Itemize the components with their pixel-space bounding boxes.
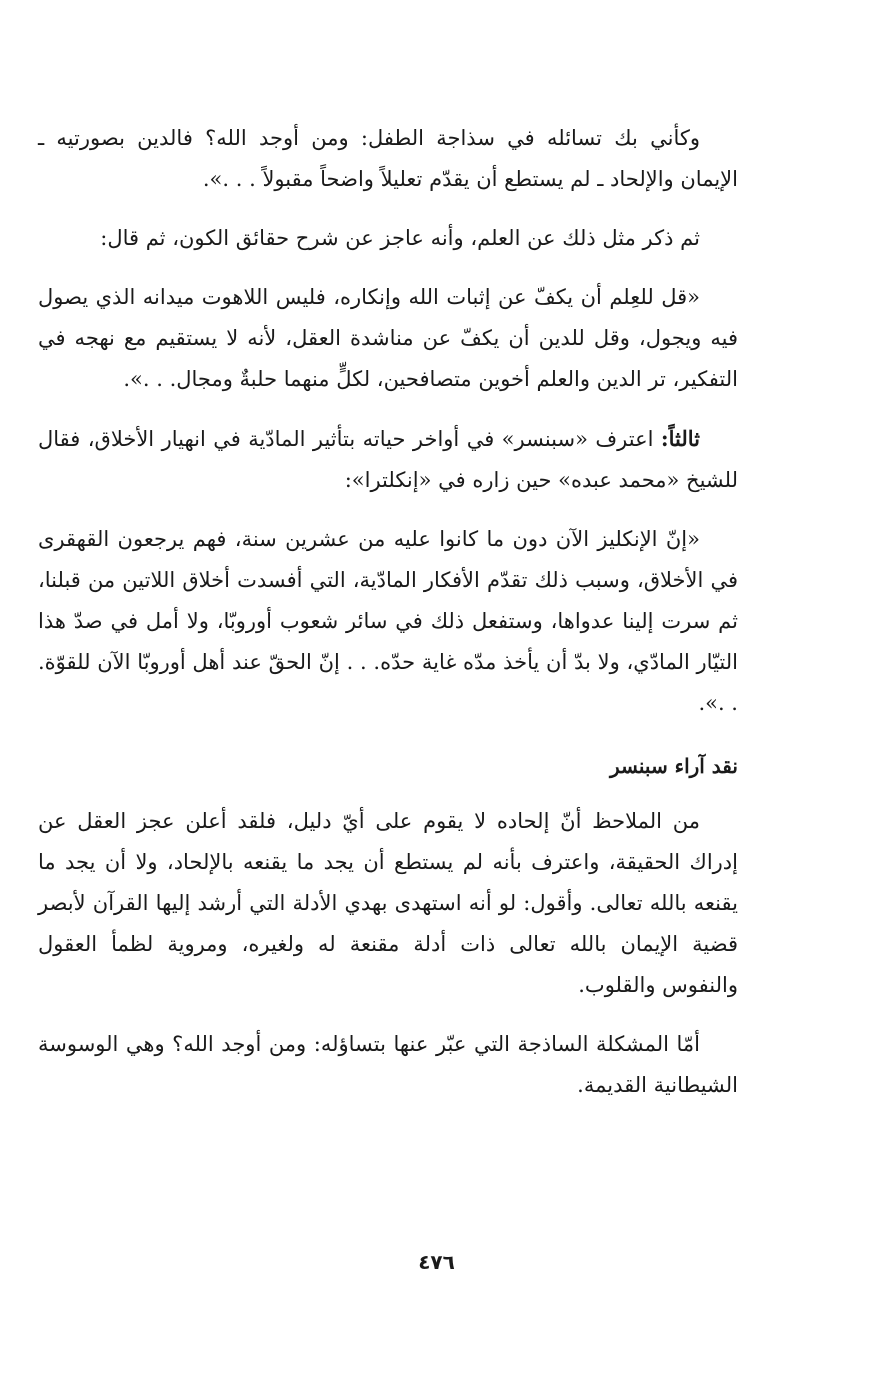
paragraph-5: أمّا المشكلة الساذجة التي عبّر عنها بتساؤله: ومن أوجد الله؟ وهي الوسوسة الشيطانية القديمة. <box>38 1032 738 1097</box>
paragraph-1: وكأني بك تسائله في سذاجة الطفل: ومن أوجد الله؟ فالدين بصورتيه ـ الإيمان والإلحاد ـ لم يستطع أن يقدّم تعليلاً واضحاً مقبولاً . . .». <box>38 126 738 191</box>
quote-2: «إنّ الإنكليز الآن دون ما كانوا عليه من عشرين سنة، فهم يرجعون القهقرى في الأخلاق، وسبب ذلك تقدّم الأفكار المادّية، التي أفسدت أخلاق اللاتين من قبلنا، ثم سرت إلينا عدواها، وستفعل ذلك في سائر شعوب أوروبّا، ولا أمل في صدّ هذا التيّار المادّي، ولا بدّ أن يأخذ مدّه غاية حدّه. . . إنّ الحقّ عند أهل أوروبّا الآن للقوّة. . .». <box>38 527 738 715</box>
section-heading: نقد آراء سبنسر <box>610 754 738 778</box>
paragraph-2: ثم ذكر مثل ذلك عن العلم، وأنه عاجز عن شرح حقائق الكون، ثم قال: <box>100 226 700 250</box>
paragraph-4: من الملاحظ أنّ إلحاده لا يقوم على أيّ دليل، فلقد أعلن عجز العقل عن إدراك الحقيقة، واعترف بأنه لم يستطع أن يجد ما يقنعه بالإلحاد، ولا أن يجد ما يقنعه بالله تعالى. وأقول: لو أنه استهدى بهدي الأدلة التي أرشد إليها القرآن لأبصر قضية الإيمان بالله تعالى ذات أدلة مقنعة له ولغيره، ومروية لظمأ العقول والنفوس والقلوب. <box>38 809 738 997</box>
page-number: ٤٧٦ <box>418 1250 455 1274</box>
quote-1: «قل للعِلم أن يكفّ عن إثبات الله وإنكاره، فليس اللاهوت ميدانه الذي يصول فيه ويجول، وقل للدين أن يكفّ عن مناشدة العقل، لأنه لا يستقيم مع نهجه في التفكير، تر الدين والعلم أخوين متصافحين، لكلٍّ منهما حلبةٌ ومجال. . .». <box>38 285 738 391</box>
paragraph-3 <box>38 418 738 501</box>
page-body <box>38 118 738 1124</box>
paragraph-3-label: ثالثاً: <box>660 426 700 451</box>
paragraph-3-text: اعترف «سبنسر» في أواخر حياته بتأثير المادّية في انهيار الأخلاق، فقال للشيخ «محمد عبده» حين زاره في «إنكلترا»: <box>38 427 738 492</box>
